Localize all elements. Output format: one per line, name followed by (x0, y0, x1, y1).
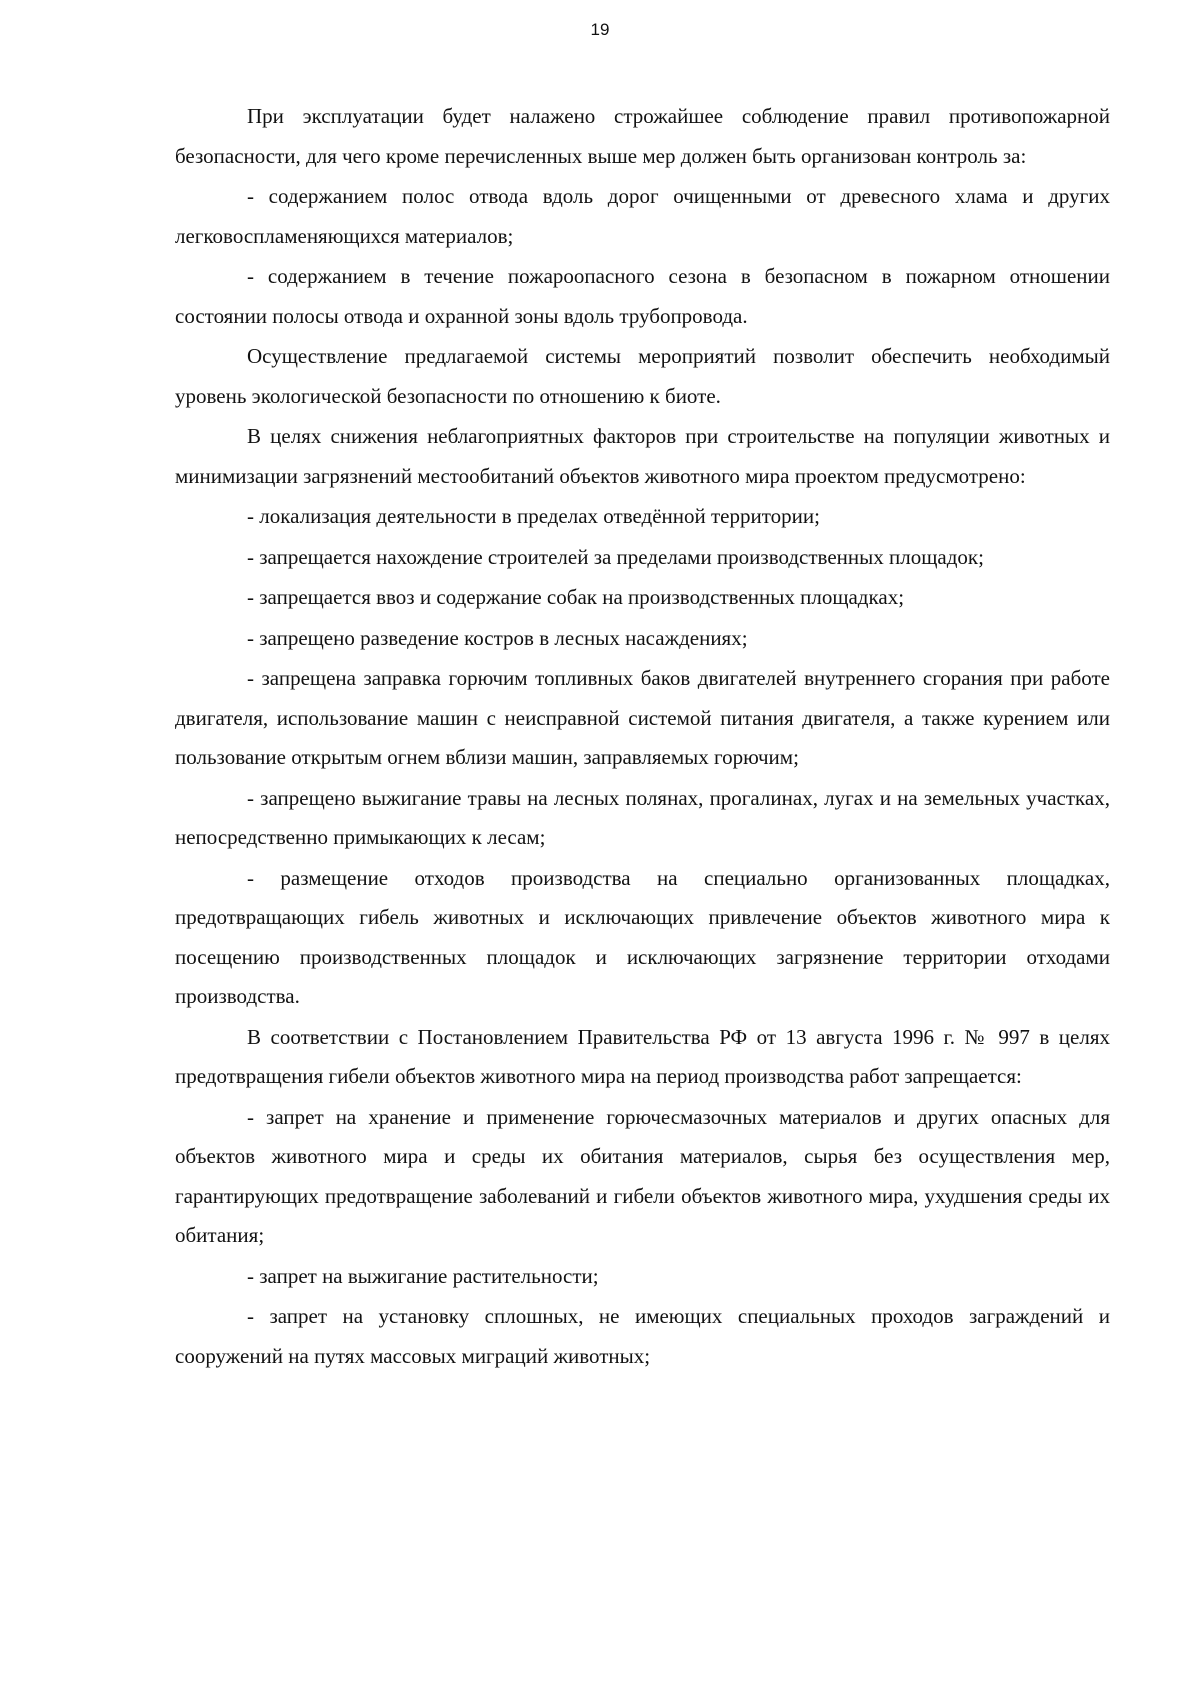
list-item-vegetation-burning-ban: - запрет на выжигание растительности; (247, 1263, 599, 1288)
list-item-road-strips: - содержанием полос отвода вдоль дорог очищенными от древесного хлама и других легковоспламеняющихся материалов; (175, 184, 1110, 248)
list-item-workers-restriction: - запрещается нахождение строителей за пределами производственных площадок; (247, 544, 984, 569)
list-item-dogs-restriction: - запрещается ввоз и содержание собак на производственных площадках; (247, 585, 905, 609)
page-number: 19 (590, 20, 610, 39)
list-item-waste-placement: - размещение отходов производства на специально организованных площадках, предотвращающих гибель животных и исключающих привлечение объектов животного мира к посещению производственных площадок и исключающих загрязнение территории отходами производства. (175, 865, 1110, 1008)
page-body (175, 97, 1110, 1377)
list-item-localization: - локализация деятельности в пределах отведённой территории; (247, 504, 820, 528)
paragraph-animal-measures-intro: В целях снижения неблагоприятных факторов при строительстве на популяции животных и минимизации загрязнений местообитаний объектов животного мира проектом предусмотрено: (175, 424, 1110, 488)
paragraph-biota-safety: Осуществление предлагаемой системы мероприятий позволит обеспечить необходимый уровень экологической безопасности по отношению к биоте. (175, 344, 1110, 408)
list-item-refueling-restriction: - запрещена заправка горючим топливных баков двигателей внутреннего сгорания при работе двигателя, использование машин с неисправной системой питания двигателя, а также курением или пользование открытым огнем вблизи машин, заправляемых горючим; (175, 666, 1110, 769)
list-item-fences-ban: - запрет на установку сплошных, не имеющих специальных проходов заграждений и сооружений на путях массовых миграций животных; (175, 1304, 1110, 1368)
list-item-fires-restriction: - запрещено разведение костров в лесных насаждениях; (247, 625, 748, 650)
paragraph-fire-safety-intro: При эксплуатации будет налажено строжайшее соблюдение правил противопожарной безопасности, для чего кроме перечисленных выше мер должен быть организован контроль за: (175, 104, 1110, 168)
list-item-grass-burning-restriction: - запрещено выжигание травы на лесных полянах, прогалинах, лугах и на земельных участках, непосредственно примыкающих к лесам; (175, 785, 1110, 849)
paragraph-decree-reference: В соответствии с Постановлением Правительства РФ от 13 августа 1996 г. № 997 в целях предотвращения гибели объектов животного мира на период производства работ запрещается: (175, 1024, 1110, 1088)
list-item-fuel-storage-ban: - запрет на хранение и применение горючесмазочных материалов и других опасных для объектов животного мира и среды их обитания материалов, сырья без осуществления мер, гарантирующих предотвращение заболеваний и гибели объектов животного мира, ухудшения среды их обитания; (175, 1104, 1110, 1247)
list-item-pipeline-zone: - содержанием в течение пожароопасного сезона в безопасном в пожарном отношении состоянии полосы отвода и охранной зоны вдоль трубопровода. (175, 264, 1110, 328)
